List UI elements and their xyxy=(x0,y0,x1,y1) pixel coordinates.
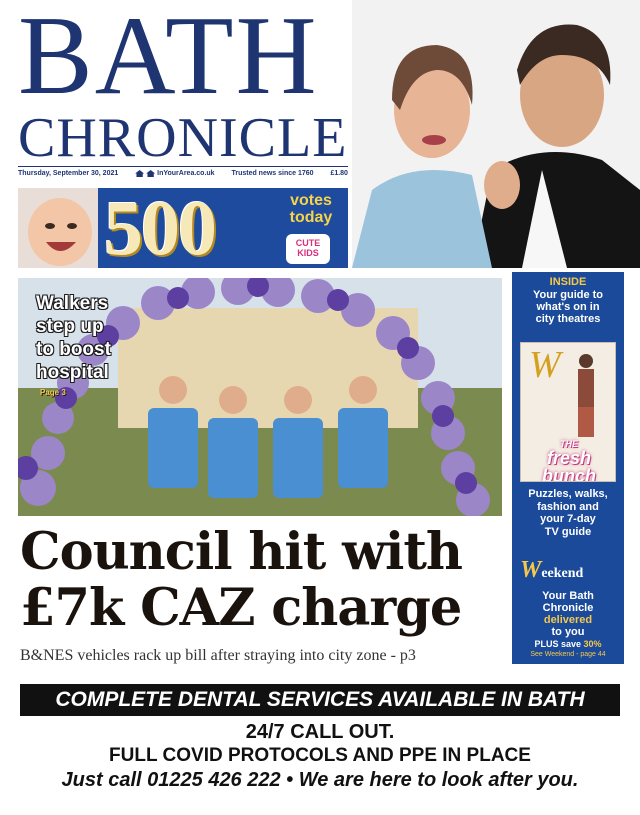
votes-line1: votes xyxy=(290,192,332,209)
dateline xyxy=(18,166,348,180)
magazine-headline xyxy=(527,439,611,482)
deliver-line1: Your Bath xyxy=(542,590,594,602)
logo-line2: KIDS xyxy=(297,248,319,258)
votes-label xyxy=(276,192,346,232)
photo-headline-line1: Walkers xyxy=(36,293,109,314)
ad-line3: Just call 01225 426 222 • We are here to look after you. xyxy=(61,769,579,791)
walkers-photo[interactable] xyxy=(18,278,502,516)
main-headline-line2: £7k CAZ charge xyxy=(20,578,462,638)
deliver-line3: delivered xyxy=(543,614,593,626)
price: £1.80 xyxy=(330,170,348,177)
weekend-magazine-cover[interactable] xyxy=(520,342,616,482)
cute-kids-logo xyxy=(286,234,330,264)
theatre-guide-teaser[interactable] xyxy=(512,276,624,328)
main-headline[interactable] xyxy=(20,524,508,640)
inside-line1: Your guide to xyxy=(532,289,604,301)
votes-line2: today xyxy=(289,209,333,226)
inside-label: INSIDE xyxy=(549,276,587,288)
celebrity-photo xyxy=(352,0,640,268)
inside-line2: what's on in xyxy=(536,301,600,313)
magazine-line3: bunch xyxy=(542,466,596,482)
save-percent: 30% xyxy=(583,639,602,649)
weekend-rest: eekend xyxy=(541,566,584,581)
save-offer xyxy=(512,638,624,650)
photo-headline xyxy=(36,292,146,392)
logo-line1: CUTE xyxy=(295,238,321,248)
masthead-chronicle: CHRONICLE xyxy=(18,107,348,169)
puzzles-line2: fashion and xyxy=(537,500,599,513)
ad-line2: FULL COVID PROTOCOLS AND PPE IN PLACE xyxy=(109,745,531,766)
trusted-news: Trusted news since 1760 xyxy=(231,170,314,177)
magazine-model xyxy=(569,351,603,441)
house-icon xyxy=(146,170,155,177)
magazine-logo: W xyxy=(529,344,561,386)
couple-illustration xyxy=(352,0,640,268)
puzzles-line1: Puzzles, walks, xyxy=(528,488,608,500)
baby-photo xyxy=(18,188,98,268)
votes-count: 500 xyxy=(104,188,215,268)
plus-save: PLUS save xyxy=(534,639,581,649)
puzzles-line4: TV guide xyxy=(544,525,592,538)
house-icon xyxy=(135,170,144,177)
deliver-line4: to you xyxy=(551,626,585,638)
dental-ad-banner[interactable]: COMPLETE DENTAL SERVICES AVAILABLE IN BATH xyxy=(20,684,620,716)
weekend-logo xyxy=(520,558,616,582)
photo-page-ref: Page 3 xyxy=(40,388,66,397)
puzzles-line3: your 7-day xyxy=(540,513,596,525)
delivery-offer[interactable] xyxy=(512,590,624,660)
photo-headline-line4: hospital xyxy=(36,362,109,383)
see-weekend: See Weekend - page 44 xyxy=(530,651,606,658)
ad-line1: 24/7 CALL OUT. xyxy=(245,721,395,743)
inyourarea-link[interactable] xyxy=(135,170,214,177)
photo-headline-line3: to boost xyxy=(36,339,111,360)
deliver-line2: Chronicle xyxy=(542,602,594,614)
inside-line3: city theatres xyxy=(535,313,601,325)
magazine-line2: fresh xyxy=(546,448,591,468)
masthead-bath: BATH xyxy=(18,0,319,118)
cute-kids-promo[interactable] xyxy=(18,188,348,268)
main-headline-line1: Council hit with xyxy=(20,522,463,582)
photo-headline-line2: step up xyxy=(36,316,104,337)
magazine-line1: THE xyxy=(560,439,578,449)
main-subhead: B&NES vehicles rack up bill after straying into city zone - p3 xyxy=(20,647,416,664)
weekend-contents xyxy=(512,488,624,552)
inside-sidebar xyxy=(512,272,624,664)
weekend-w: W xyxy=(520,557,542,583)
inyourarea-label: InYourArea.co.uk xyxy=(157,170,215,177)
issue-date: Thursday, September 30, 2021 xyxy=(18,170,119,177)
